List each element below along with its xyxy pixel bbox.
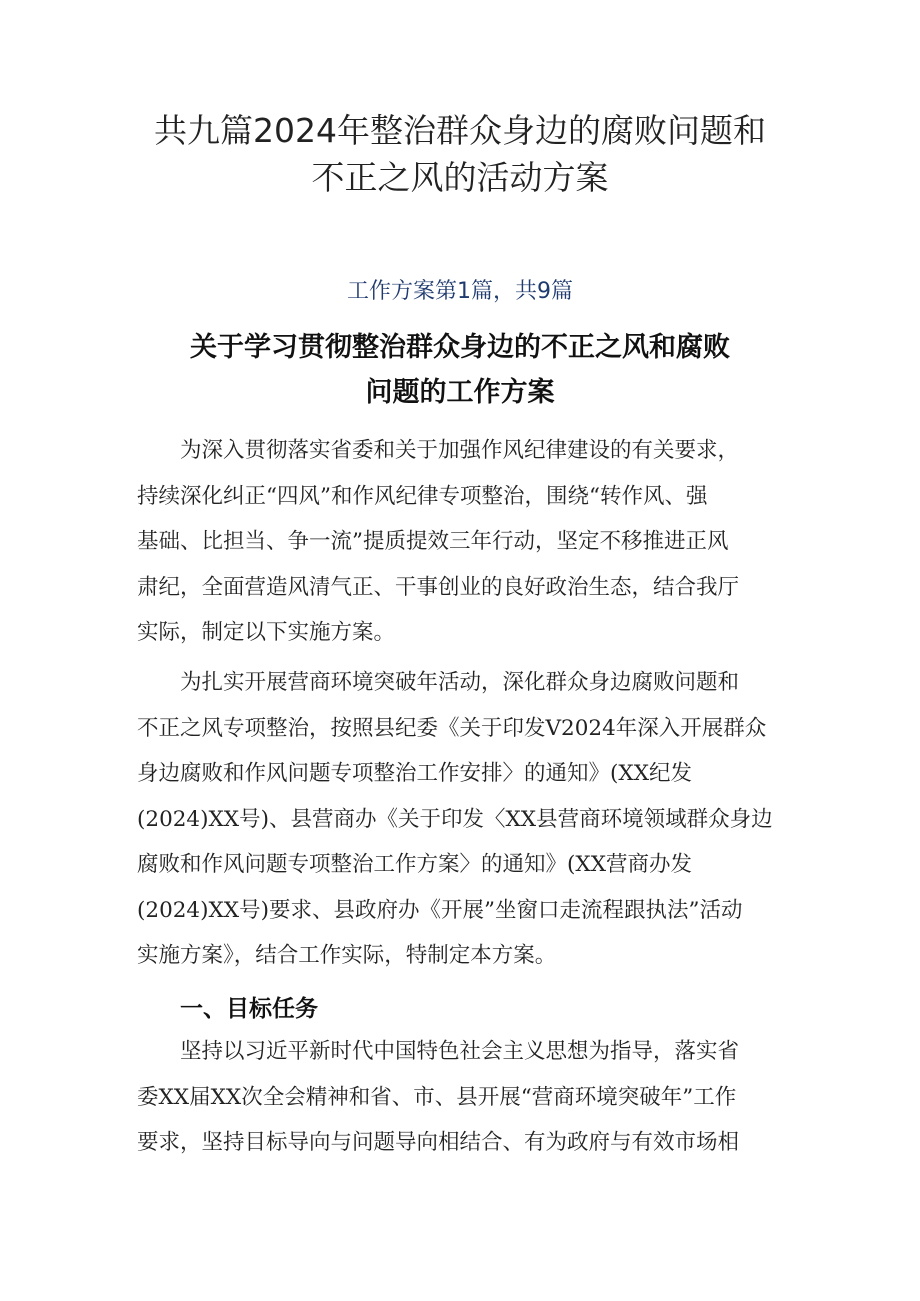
paragraph-line: (2024)XX号)要求、县政府办《开展”坐窗口走流程跟执法”活动: [137, 897, 743, 923]
paragraph-line: 坚持以习近平新时代中国特色社会主义思想为指导，落实省: [180, 1039, 740, 1064]
paragraph-line: 肃纪，全面营造风清气正、干事创业的良好政治生态，结合我厅: [137, 574, 740, 600]
paragraph-basis: [137, 660, 789, 979]
section-title-line-1: 关于学习贯彻整治群众身边的不正之风和腐败: [190, 332, 730, 363]
paragraph-line: 要求，坚持目标导向与问题导向相结合、有为政府与有效市场相: [137, 1130, 740, 1155]
paragraph-line: 为深入贯彻落实省委和关于加强作风纪律建设的有关要求，: [180, 438, 740, 463]
paragraph-guidance: [137, 1029, 789, 1166]
document-title-line-2: 不正之风的活动方案: [311, 158, 609, 197]
section-title-line-2: 问题的工作方案: [365, 377, 555, 408]
paragraph-line: 持续深化纠正“四风”和作风纪律专项整治，围绕“转作风、强: [137, 483, 708, 509]
paragraph-line: 实施方案》，结合工作实际，特制定本方案。: [137, 943, 557, 968]
paragraph-line: (2024)XX号)、县营商办《关于印发〈XX县营商环境领域群众身边: [137, 806, 773, 832]
paragraph-line: 委XX届XX次全会精神和省、市、县开展“营商环境突破年”工作: [137, 1084, 737, 1110]
paragraph-line: 基础、比担当、争一流”提质提效三年行动，坚定不移推进正风: [137, 529, 729, 554]
document-subtitle: 工作方案第1篇，共9篇: [347, 279, 573, 304]
document-title-line-1: 共九篇2024年整治群众身边的腐败问题和: [154, 111, 766, 150]
paragraph-line: 不正之风专项整治，按照县纪委《关于印发V2024年深入开展群众: [137, 715, 767, 741]
paragraph-line: 实际，制定以下实施方案。: [137, 620, 396, 645]
heading-target-tasks: 一、目标任务: [180, 996, 318, 1022]
paragraph-line: 为扎实开展营商环境突破年活动，深化群众身边腐败问题和: [180, 670, 740, 695]
paragraph-line: 腐败和作风问题专项整治工作方案〉的通知》(XX营商办发: [137, 852, 693, 877]
paragraph-intro: [137, 428, 789, 656]
paragraph-line: 身边腐败和作风问题专项整治工作安排〉的通知》(XX纪发: [137, 761, 693, 786]
